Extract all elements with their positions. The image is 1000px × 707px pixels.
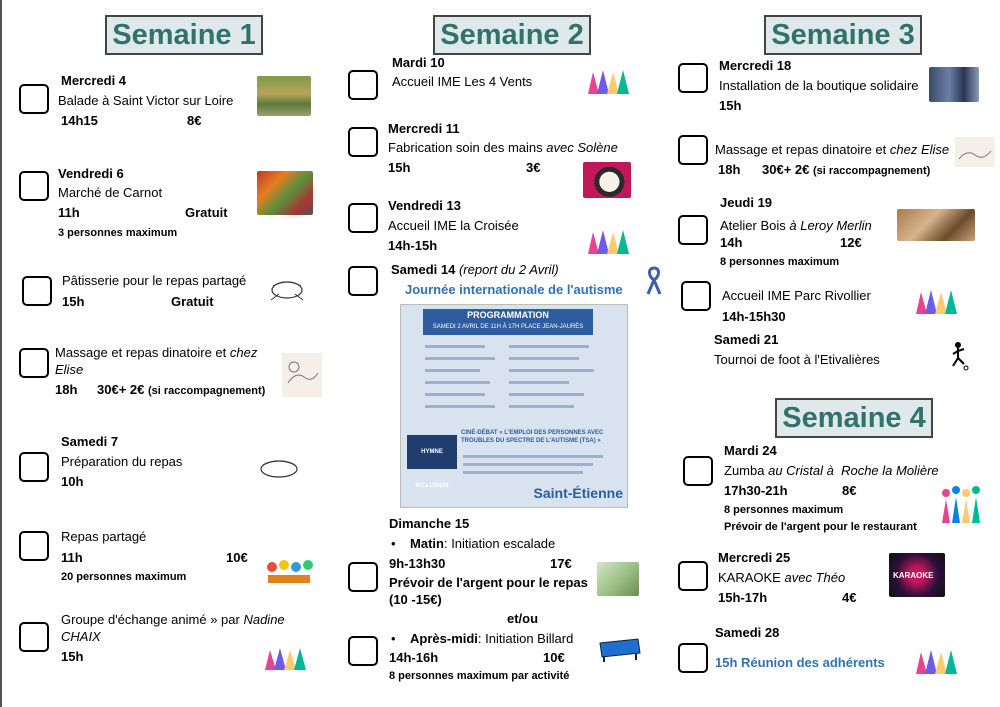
event-title-em: au Cristal à [768, 463, 834, 478]
event-day: Samedi 21 [714, 332, 779, 347]
boutique-photo [929, 67, 979, 102]
event-title-line2: Elise [55, 362, 84, 377]
event-price-value: 30€+ 2€ [762, 162, 810, 177]
event-title [55, 345, 257, 361]
event-note-line2: Prévoir de l'argent pour le restaurant [724, 521, 917, 533]
event-title-text: Groupe d'échange animé » par [61, 612, 240, 627]
event-day: Jeudi 19 [720, 195, 773, 210]
event-price-note: (si raccompagnement) [812, 165, 931, 177]
event-time: 11h [58, 205, 80, 220]
week-3-header: Semaine 3 [764, 15, 922, 55]
event-title-text: Atelier Bois [720, 218, 786, 233]
awareness-ribbon-icon [645, 266, 663, 296]
event-title-text: Fabrication soin des mains [388, 140, 543, 155]
football-player-icon [950, 340, 970, 372]
week-2-header: Semaine 2 [433, 15, 591, 55]
checkbox-balade[interactable] [19, 84, 49, 114]
event-title: Repas partagé [61, 529, 147, 544]
event-day-em: (report du 2 Avril) [458, 262, 559, 277]
checkbox-ime-4-vents[interactable] [348, 70, 378, 100]
event-day: Mardi 24 [724, 443, 777, 458]
event-time: 18h [55, 382, 78, 397]
event-price: 17€ [550, 556, 572, 571]
event-time: 14h [720, 235, 743, 250]
bullet-dot: • [391, 631, 396, 646]
bullet-dot: • [391, 536, 396, 551]
event-title [61, 612, 285, 628]
event-day: Mardi 10 [392, 55, 445, 70]
event-time: 18h [718, 162, 741, 177]
group-people-icon [913, 286, 959, 316]
event-note: 3 personnes maximum [58, 227, 178, 239]
event-title-em: avec Théo [784, 570, 846, 585]
karaoke-badge: KARAOKE [893, 571, 934, 580]
event-time: 15h [719, 98, 742, 113]
left-border [0, 0, 2, 707]
event-time: 15h [62, 294, 85, 309]
event-title-line2: CHAIX [61, 629, 101, 644]
event-price: Gratuit [185, 205, 228, 220]
event-day [391, 262, 559, 278]
event-bullet-morning [391, 536, 555, 552]
dancers-icon [938, 485, 982, 525]
poster-header [423, 309, 593, 335]
group-people-icon [262, 644, 308, 672]
event-price: 4€ [842, 590, 857, 605]
checkbox-karaoke[interactable] [678, 561, 708, 591]
event-time: 14h-15h30 [722, 309, 786, 324]
checkbox-marche[interactable] [19, 171, 49, 201]
event-note: Prévoir de l'argent pour le repas [389, 575, 588, 590]
bullet-label: Après-midi [410, 631, 478, 646]
checkbox-repas-partage[interactable] [19, 531, 49, 561]
event-title [715, 142, 949, 158]
event-time: 17h30-21h [724, 483, 788, 498]
event-day: Mercredi 25 [718, 550, 791, 565]
checkbox-massage-2[interactable] [678, 135, 708, 165]
event-title-em: avec Solène [546, 140, 618, 155]
event-day-text: Samedi 14 [391, 262, 456, 277]
poster-cine-debat: CINÉ-DÉBAT « L'EMPLOI DES PERSONNES AVEC TROUBLES DU SPECTRE DE L'AUTISME (TSA) » [461, 430, 604, 444]
event-day: Mercredi 4 [61, 73, 127, 88]
week-4-header: Semaine 4 [775, 398, 933, 438]
checkbox-journee-autisme[interactable] [348, 266, 378, 296]
checkbox-preparation[interactable] [19, 452, 49, 482]
event-price: 8€ [842, 483, 857, 498]
karaoke-photo [889, 553, 945, 597]
climbing-photo [597, 562, 639, 596]
poster-subtitle: SAMEDI 2 AVRIL DE 11H À 17H PLACE JEAN-JAURÈS [432, 324, 584, 330]
checkbox-patisserie[interactable] [22, 276, 52, 306]
bullet-text: : Initiation escalade [443, 536, 556, 551]
checkbox-massage-1[interactable] [19, 348, 49, 378]
people-sharing-icon [262, 553, 316, 591]
whisk-icon [267, 276, 307, 302]
event-title: Tournoi de foot à l'Etivalières [714, 352, 880, 367]
event-title: Installation de la boutique solidaire [719, 78, 919, 93]
poster-title: PROGRAMMATION [467, 310, 549, 320]
checkbox-ime-croisee[interactable] [348, 203, 378, 233]
event-title: Préparation du repas [61, 454, 183, 469]
event-price [762, 162, 930, 179]
event-title: Marché de Carnot [58, 185, 163, 200]
event-title: Accueil IME Les 4 Vents [392, 74, 533, 89]
whisk-icon [255, 455, 303, 481]
event-title: Accueil IME Parc Rivollier [722, 288, 871, 303]
event-title-em: Nadine [243, 612, 285, 627]
bullet-label: Matin [410, 536, 444, 551]
event-title: Accueil IME la Croisée [388, 218, 519, 233]
event-title [720, 218, 872, 234]
event-title-em: chez Elise [889, 142, 950, 157]
event-day: Mercredi 18 [719, 58, 792, 73]
checkbox-soin-mains[interactable] [348, 127, 378, 157]
event-title-em: à Leroy Merlin [789, 218, 872, 233]
event-time: 9h-13h30 [389, 556, 446, 571]
event-day: Vendredi 13 [388, 198, 461, 213]
event-day: Dimanche 15 [389, 516, 470, 531]
market-photo [257, 171, 313, 215]
event-time: 11h [61, 550, 83, 565]
event-time: 15h-17h [718, 590, 768, 605]
event-title: Balade à Saint Victor sur Loire [58, 93, 234, 108]
checkbox-atelier-bois[interactable] [678, 215, 708, 245]
event-note: 20 personnes maximum [61, 571, 187, 583]
event-time: 14h-16h [389, 650, 439, 665]
checkbox-ime-rivollier[interactable] [681, 281, 711, 311]
event-note: 8 personnes maximum [720, 256, 840, 268]
checkbox-reunion[interactable] [678, 643, 708, 673]
event-bullet-afternoon [391, 631, 573, 647]
event-price [97, 382, 265, 399]
programme-poster [400, 304, 628, 508]
event-note: 8 personnes maximum [724, 504, 844, 516]
event-title: 15h Réunion des adhérents [715, 655, 885, 670]
event-title-text: Massage et repas dinatoire et [55, 345, 227, 360]
event-price: 8€ [187, 113, 202, 128]
event-price: Gratuit [171, 294, 214, 309]
group-people-icon [913, 646, 959, 676]
checkbox-zumba[interactable] [683, 456, 713, 486]
event-day: Samedi 28 [715, 625, 780, 640]
group-people-icon [585, 226, 631, 256]
event-price: 3€ [526, 160, 541, 175]
event-price: 12€ [840, 235, 862, 250]
checkbox-boutique[interactable] [678, 63, 708, 93]
event-price: 10€ [226, 550, 248, 565]
event-title: Pâtisserie pour le repas partagé [62, 273, 247, 288]
event-time: 15h [388, 160, 411, 175]
checkbox-billard[interactable] [348, 636, 378, 666]
event-price: 10€ [543, 650, 565, 665]
park-photo [257, 76, 311, 116]
event-time: 15h [61, 649, 84, 664]
woodwork-photo [897, 209, 975, 241]
event-note: 8 personnes maximum par activité [389, 670, 570, 682]
event-title-text: Zumba [724, 463, 765, 478]
event-title-text: Massage et repas dinatoire et [715, 142, 887, 157]
event-price-note: (si raccompagnement) [147, 385, 266, 397]
group-people-icon [585, 66, 631, 96]
and-or-separator: et/ou [507, 611, 539, 626]
autism-day-headline: Journée internationale de l'autisme [405, 282, 623, 297]
event-note-line2: (10 -15€) [389, 592, 442, 607]
checkbox-escalade[interactable] [348, 562, 378, 592]
event-title-em2: Roche la Molière [841, 463, 939, 478]
billiard-table-icon [598, 635, 642, 663]
week-1-header: Semaine 1 [105, 15, 263, 55]
event-title-text: KARAOKE [718, 570, 781, 585]
hand-care-photo [583, 162, 631, 198]
event-day: Mercredi 11 [388, 121, 460, 136]
event-price-value: 30€+ 2€ [97, 382, 145, 397]
event-title-em: chez [229, 345, 258, 360]
bullet-text: : Initiation Billard [477, 631, 574, 646]
poster-logo: Saint-Étienne [533, 485, 623, 501]
event-title [388, 140, 618, 156]
checkbox-groupe-echange[interactable] [19, 622, 49, 652]
massage-sketch-icon [955, 137, 995, 167]
event-title [724, 463, 939, 479]
event-time: 14h-15h [388, 238, 438, 253]
poster-hymne: HYMNE INCLUSION [407, 435, 457, 469]
event-time: 10h [61, 474, 84, 489]
event-title [718, 570, 845, 586]
event-day: Samedi 7 [61, 434, 119, 449]
massage-sketch-icon [282, 353, 322, 397]
event-time: 14h15 [61, 113, 98, 128]
event-day: Vendredi 6 [58, 166, 124, 181]
